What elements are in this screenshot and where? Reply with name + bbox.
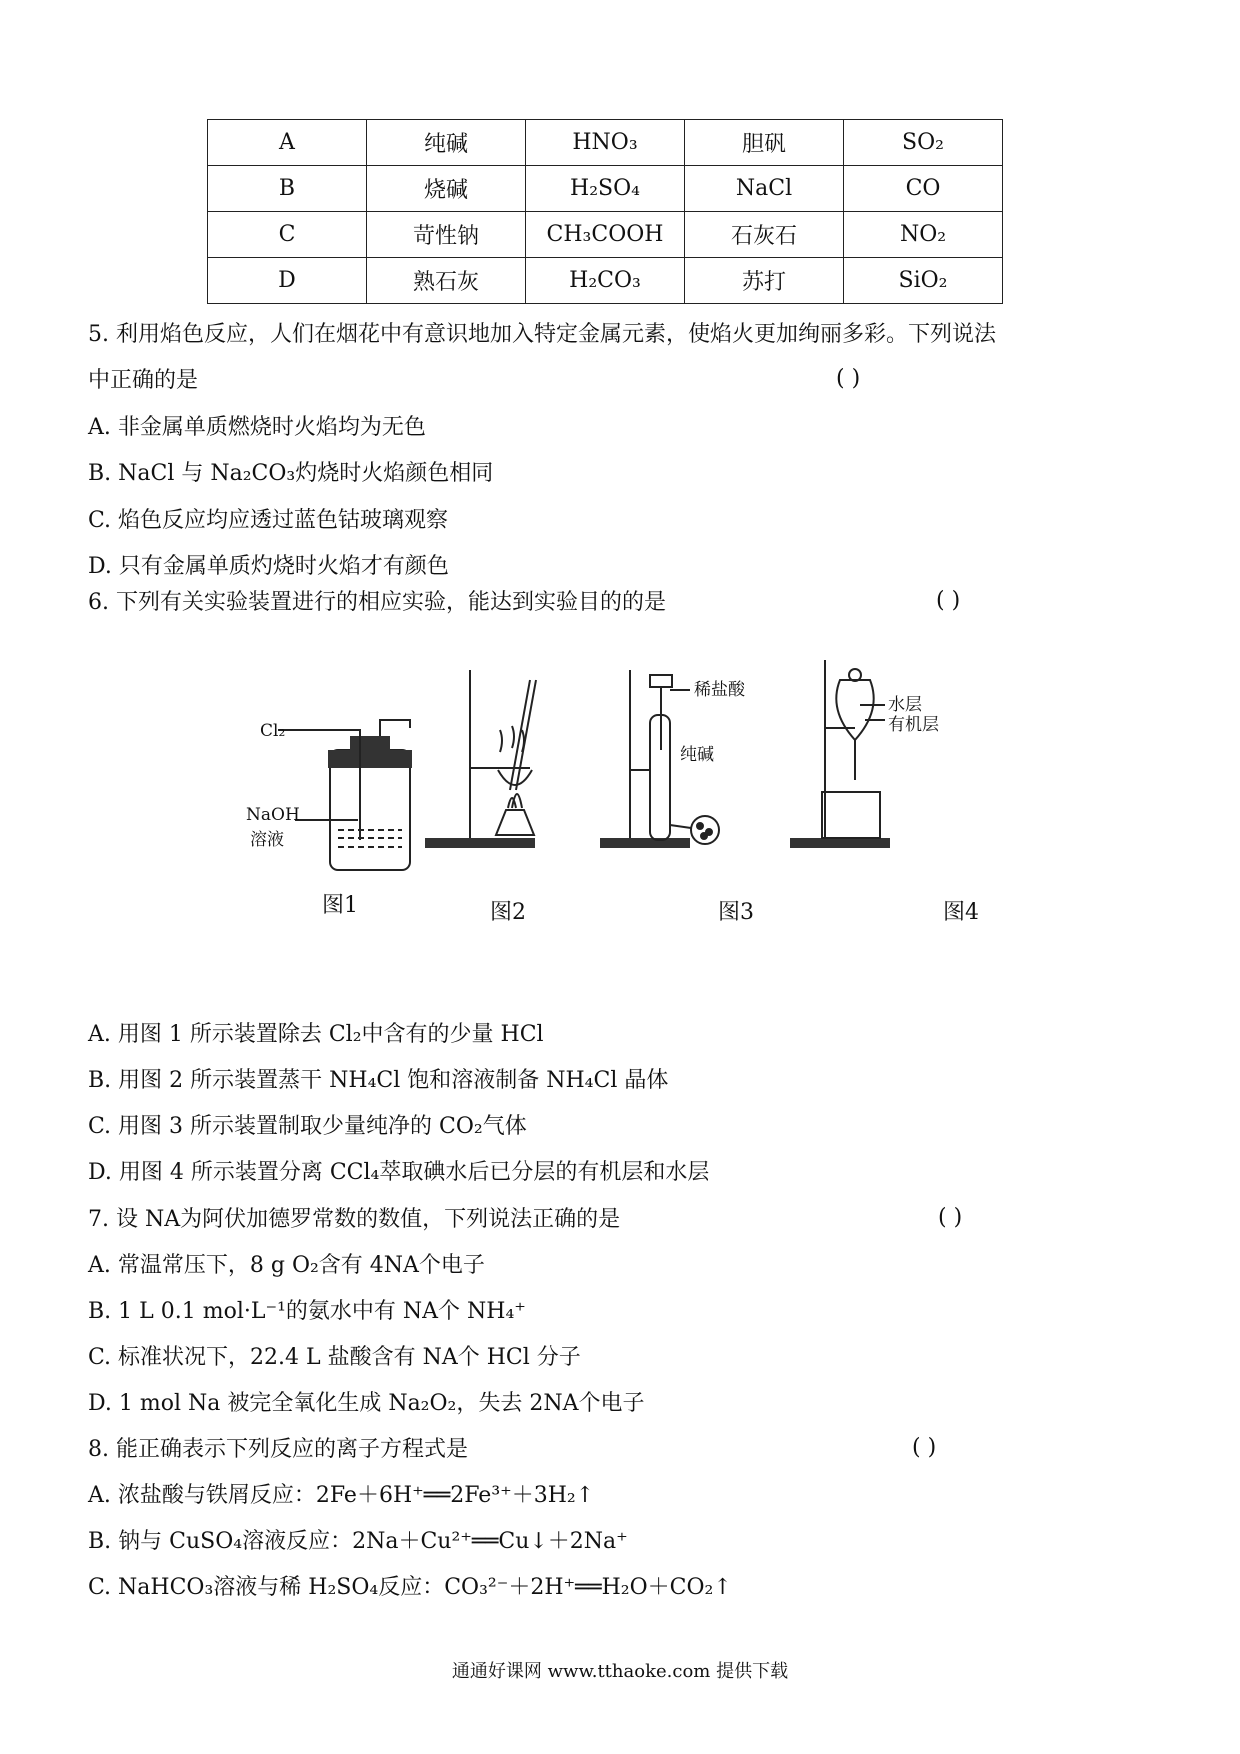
table-cell: D — [208, 258, 367, 304]
fig2-evaporation — [425, 670, 536, 848]
q5-answer-paren: ( ) — [836, 366, 861, 391]
table-cell: H₂CO₃ — [526, 258, 685, 304]
table-cell: SiO₂ — [844, 258, 1003, 304]
fig3-acid-label: 稀盐酸 — [694, 680, 745, 700]
fig1-caption: 图1 — [322, 893, 358, 918]
table-cell: 烧碱 — [367, 166, 526, 212]
q7-stem: 7. 设 NA为阿伏加德罗常数的数值，下列说法正确的是 — [88, 1207, 621, 1232]
q8-answer-paren: ( ) — [912, 1435, 937, 1460]
fig3-soda-label: 纯碱 — [680, 745, 714, 765]
table-row — [208, 120, 1003, 166]
table-cell: 苏打 — [685, 258, 844, 304]
table-cell: NO₂ — [844, 212, 1003, 258]
table-cell: CH₃COOH — [526, 212, 685, 258]
q6-answer-paren: ( ) — [936, 588, 961, 613]
q5-stem-line1: 5. 利用焰色反应，人们在烟花中有意识地加入特定金属元素，使焰火更加绚丽多彩。下列说法 — [88, 322, 996, 347]
q5-option-b: B. NaCl 与 Na₂CO₃灼烧时火焰颜色相同 — [88, 461, 494, 486]
q8-option-b: B. 钠与 CuSO₄溶液反应：2Na＋Cu²⁺══Cu↓＋2Na⁺ — [88, 1529, 628, 1554]
q5-option-c: C. 焰色反应均应透过蓝色钴玻璃观察 — [88, 508, 449, 533]
q6-stem: 6. 下列有关实验装置进行的相应实验，能达到实验目的的是 — [88, 590, 666, 615]
table-cell: H₂SO₄ — [526, 166, 685, 212]
fig4-water-label: 水层 — [888, 695, 922, 715]
q7-option-b: B. 1 L 0.1 mol·L⁻¹的氨水中有 NA个 NH₄⁺ — [88, 1299, 526, 1324]
fig1-naoh-label: NaOH — [246, 805, 300, 825]
table-cell: 石灰石 — [685, 212, 844, 258]
table-row — [208, 212, 1003, 258]
q8-option-a: A. 浓盐酸与铁屑反应：2Fe＋6H⁺══2Fe³⁺＋3H₂↑ — [88, 1483, 595, 1508]
table-cell: C — [208, 212, 367, 258]
q6-option-b: B. 用图 2 所示装置蒸干 NH₄Cl 饱和溶液制备 NH₄Cl 晶体 — [88, 1068, 669, 1093]
q8-option-c: C. NaHCO₃溶液与稀 H₂SO₄反应：CO₃²⁻＋2H⁺══H₂O＋CO₂↑ — [88, 1575, 732, 1600]
table-cell: 苛性钠 — [367, 212, 526, 258]
q7-answer-paren: ( ) — [938, 1205, 963, 1230]
table-cell: CO — [844, 166, 1003, 212]
q5-option-a: A. 非金属单质燃烧时火焰均为无色 — [88, 415, 426, 440]
q7-option-c: C. 标准状况下，22.4 L 盐酸含有 NA个 HCl 分子 — [88, 1345, 581, 1370]
fig1-cl2-label: Cl₂ — [260, 721, 286, 741]
fig1-solution-label: 溶液 — [250, 830, 284, 850]
table-cell: 熟石灰 — [367, 258, 526, 304]
table-cell: A — [208, 120, 367, 166]
table-cell: 胆矾 — [685, 120, 844, 166]
substance-table — [207, 119, 1003, 304]
q6-option-a: A. 用图 1 所示装置除去 Cl₂中含有的少量 HCl — [88, 1022, 544, 1047]
table-row — [208, 258, 1003, 304]
q5-stem-line2: 中正确的是 — [88, 368, 199, 393]
q6-option-c: C. 用图 3 所示装置制取少量纯净的 CO₂气体 — [88, 1114, 527, 1139]
fig4-caption: 图4 — [943, 900, 979, 925]
table-cell: NaCl — [685, 166, 844, 212]
page-footer: 通通好课网 www.tthaoke.com 提供下载 — [451, 1661, 789, 1682]
q6-option-d: D. 用图 4 所示装置分离 CCl₄萃取碘水后已分层的有机层和水层 — [88, 1160, 710, 1185]
fig4-separation — [790, 660, 890, 848]
q8-stem: 8. 能正确表示下列反应的离子方程式是 — [88, 1437, 468, 1462]
q5-option-d: D. 只有金属单质灼烧时火焰才有颜色 — [88, 554, 449, 579]
table-cell: SO₂ — [844, 120, 1003, 166]
table-cell: B — [208, 166, 367, 212]
table-row — [208, 166, 1003, 212]
fig1-wash-bottle — [278, 720, 412, 870]
table-cell: HNO₃ — [526, 120, 685, 166]
q7-option-d: D. 1 mol Na 被完全氧化生成 Na₂O₂，失去 2NA个电子 — [88, 1391, 645, 1416]
fig2-caption: 图2 — [490, 900, 526, 925]
fig3-caption: 图3 — [718, 900, 754, 925]
table-cell: 纯碱 — [367, 120, 526, 166]
q7-option-a: A. 常温常压下，8 g O₂含有 4NA个电子 — [88, 1253, 485, 1278]
fig4-organic-label: 有机层 — [888, 715, 939, 735]
